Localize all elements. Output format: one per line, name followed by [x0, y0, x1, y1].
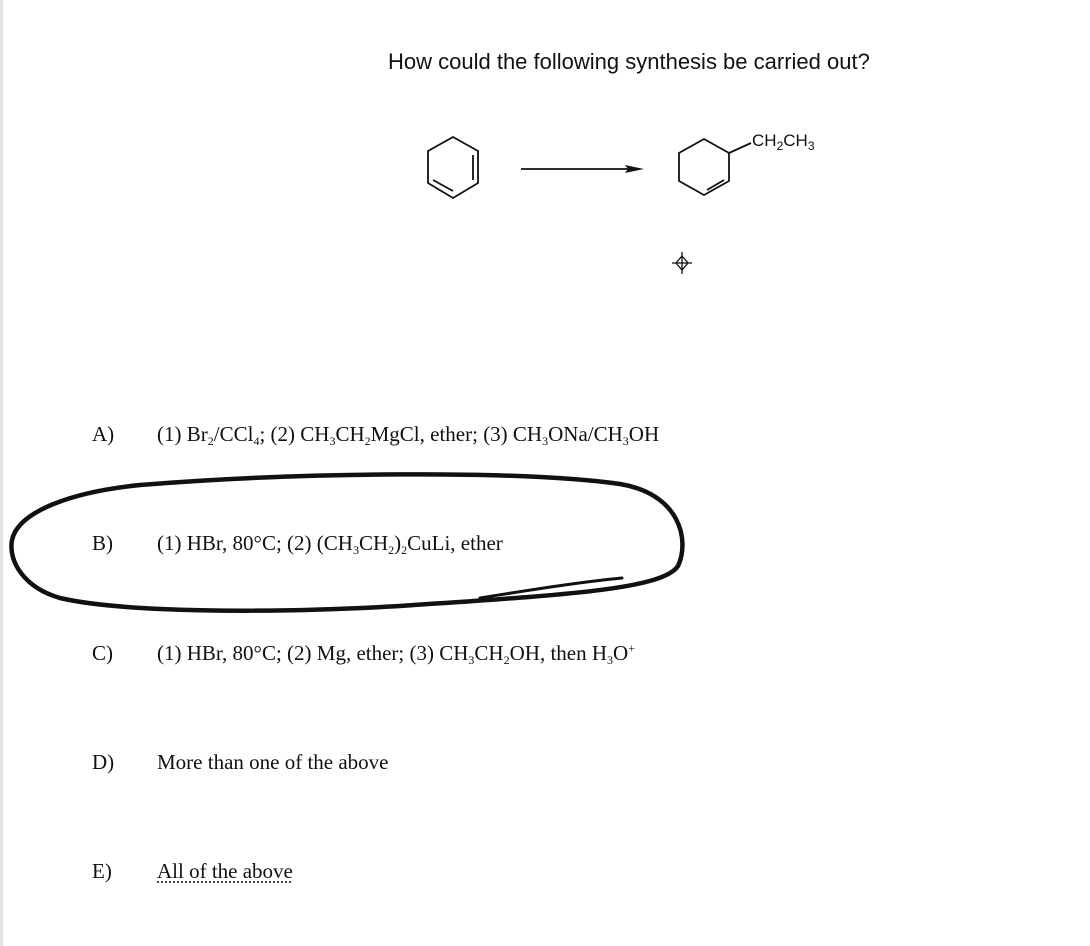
question-text: How could the following synthesis be carried out?: [388, 49, 870, 74]
product-ethylcyclohexene: [679, 139, 751, 195]
option-e-text[interactable]: All of the above: [157, 859, 293, 883]
option-c-text[interactable]: (1) HBr, 80°C; (2) Mg, ether; (3) $CH_3CH_2OH$, then $H_3O^+$: [157, 641, 635, 667]
reaction-scheme: [0, 0, 1090, 300]
product-substituent-label: $CH_2CH_3$: [752, 131, 815, 153]
option-e-letter: E): [92, 859, 112, 883]
option-b-text[interactable]: (1) HBr, 80°C; (2) $(CH_3CH_2)_2CuLi$, ether: [157, 531, 503, 557]
option-d-text[interactable]: More than one of the above: [157, 750, 389, 774]
option-c-letter: C): [92, 641, 113, 665]
move-cursor-icon: [672, 252, 692, 274]
option-a-text[interactable]: (1) $Br_2/CCl_4$; (2) $CH_3CH_2MgCl$, ether; (3) $CH_3ONa/CH_3OH$: [157, 422, 660, 448]
reactant-cyclohexene: [428, 137, 478, 198]
option-a-letter: A): [92, 422, 115, 446]
option-b-letter: B): [92, 531, 113, 555]
reaction-arrow: [521, 165, 644, 173]
option-d-letter: D): [92, 750, 115, 774]
